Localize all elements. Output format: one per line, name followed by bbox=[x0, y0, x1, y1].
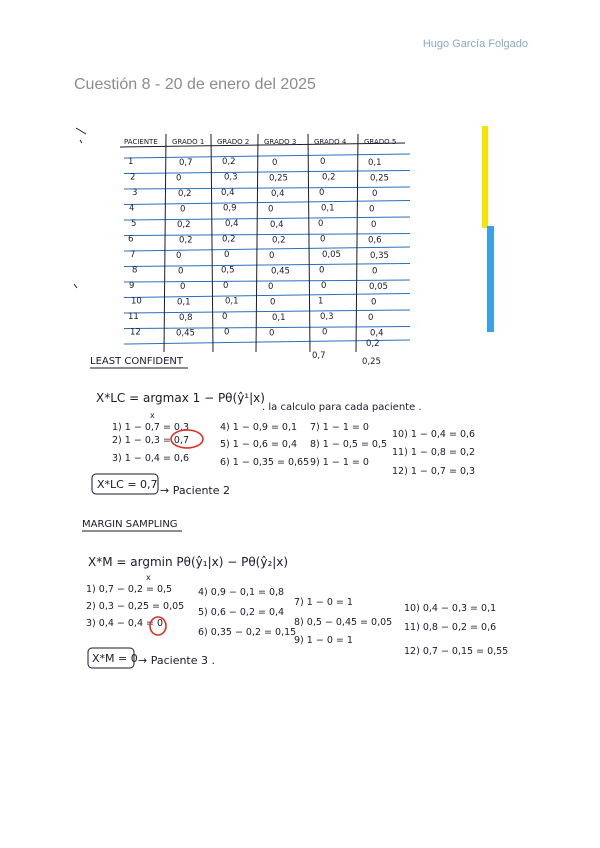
table-header-cell: GRADO 4 bbox=[314, 138, 347, 146]
least-confident-item: 5) 1 − 0,6 = 0,4 bbox=[220, 439, 298, 450]
grade-value: 0,9 bbox=[223, 203, 237, 214]
margin-sampling-item: 5) 0,6 − 0,2 = 0,4 bbox=[198, 607, 285, 618]
grade-value: 0,1 bbox=[368, 158, 382, 168]
author-name: Hugo García Folgado bbox=[422, 38, 528, 50]
grade-value: 0 bbox=[222, 312, 228, 322]
margin-sampling-item: 4) 0,9 − 0,1 = 0,8 bbox=[198, 587, 285, 598]
grade-value: 0 bbox=[269, 251, 275, 261]
patient-number: 4 bbox=[129, 203, 135, 214]
least-confident-calculations bbox=[112, 422, 475, 477]
grade-value: 0,2 bbox=[366, 339, 380, 349]
grade-value: 0,35 bbox=[370, 251, 389, 261]
patient-number: 8 bbox=[132, 265, 138, 276]
grade-value: 0,45 bbox=[271, 266, 290, 277]
table-header-cell: GRADO 3 bbox=[264, 138, 297, 146]
column-line bbox=[308, 134, 310, 352]
column-line bbox=[356, 134, 358, 352]
pen-marks bbox=[74, 128, 86, 288]
grade-value: 0,4 bbox=[370, 328, 384, 339]
row-line bbox=[124, 280, 410, 282]
row-line bbox=[124, 217, 410, 220]
grade-value: 0,1 bbox=[321, 203, 335, 214]
grade-value: 0 bbox=[270, 297, 276, 308]
table-header-cell: GRADO 1 bbox=[172, 138, 205, 146]
least-confident-patient: → Paciente 2 bbox=[160, 484, 231, 497]
column-line bbox=[164, 134, 166, 352]
least-confident-formula: X*LC = argmax 1 − Pθ(ŷ¹|x) bbox=[96, 391, 265, 405]
table-header-cell: PACIENTE bbox=[124, 138, 158, 146]
row-line bbox=[124, 294, 410, 298]
grade-value: 0 bbox=[176, 251, 182, 261]
grade-value: 0 bbox=[368, 313, 374, 323]
least-confident-item: 2) 1 − 0,3 = 0,7 bbox=[112, 435, 190, 446]
patient-number: 11 bbox=[128, 312, 139, 322]
grade-value: 0,8 bbox=[179, 313, 193, 323]
page-title: Cuestión 8 - 20 de enero del 2025 bbox=[74, 76, 316, 93]
table-header-cell: GRADO 5 bbox=[364, 138, 397, 146]
grade-value: 0 bbox=[269, 328, 275, 339]
margin-sampling-section bbox=[82, 519, 508, 668]
grade-value: 0,25 bbox=[269, 173, 288, 184]
grade-value: 0,05 bbox=[369, 282, 388, 292]
grade-value: 0,45 bbox=[176, 328, 195, 339]
grade-value: 0,2 bbox=[222, 157, 236, 167]
least-confident-item: 6) 1 − 0,35 = 0,65 bbox=[220, 457, 310, 468]
patient-number: 12 bbox=[130, 327, 141, 338]
grade-value: 0,4 bbox=[270, 220, 284, 230]
grade-value: 0 bbox=[318, 219, 324, 229]
patient-number: 10 bbox=[131, 296, 142, 307]
grade-value: 0,3 bbox=[224, 172, 238, 183]
least-confident-section bbox=[90, 356, 475, 497]
blue-marker-stroke bbox=[487, 226, 494, 332]
grade-value: 0 bbox=[372, 266, 378, 277]
patient-number: 9 bbox=[129, 281, 135, 291]
row-line bbox=[124, 264, 410, 267]
margin-sampling-item: 2) 0,3 − 0,25 = 0,05 bbox=[86, 601, 185, 612]
grade-value: 0 bbox=[371, 220, 377, 230]
margin-sampling-formula: X*M = argmin Pθ(ŷ₁|x) − Pθ(ŷ₂|x) bbox=[88, 555, 289, 569]
margin-sampling-item: 12) 0,7 − 0,15 = 0,55 bbox=[404, 646, 509, 657]
grade-value: 0,2 bbox=[322, 172, 336, 183]
row-line bbox=[124, 171, 410, 174]
grade-value: 1 bbox=[318, 296, 324, 307]
table-header-cell: GRADO 2 bbox=[217, 138, 250, 146]
grade-value: 0,25 bbox=[362, 357, 381, 367]
margin-sampling-item: 6) 0,35 − 0,2 = 0,15 bbox=[198, 627, 297, 638]
patient-number: 1 bbox=[128, 157, 134, 167]
least-confident-item: 4) 1 − 0,9 = 0,1 bbox=[220, 422, 298, 433]
grade-value: 0,2 bbox=[272, 235, 286, 246]
grade-value: 0,5 bbox=[221, 265, 235, 276]
header-line bbox=[120, 143, 405, 147]
margin-sampling-item: 10) 0,4 − 0,3 = 0,1 bbox=[404, 603, 497, 614]
row-line bbox=[124, 247, 410, 251]
least-confident-item: 3) 1 − 0,4 = 0,6 bbox=[112, 453, 190, 464]
grade-value: 0,05 bbox=[322, 250, 341, 260]
least-confident-result: X*LC = 0,7 bbox=[97, 478, 158, 491]
grade-value: 0 bbox=[176, 173, 182, 184]
grade-value: 0,2 bbox=[179, 235, 193, 246]
margin-sampling-calculations bbox=[86, 584, 508, 657]
grade-value: 0,4 bbox=[221, 188, 235, 198]
grade-value: 0 bbox=[321, 281, 327, 291]
least-confident-formula-subscript: x bbox=[150, 411, 155, 420]
margin-sampling-item: 11) 0,8 − 0,2 = 0,6 bbox=[404, 622, 497, 633]
grade-value: 0 bbox=[268, 282, 274, 292]
grade-value: 0,1 bbox=[272, 313, 286, 323]
margin-sampling-item: 1) 0,7 − 0,2 = 0,5 bbox=[86, 584, 173, 595]
grade-value: 0 bbox=[320, 234, 326, 245]
least-confident-item: 7) 1 − 1 = 0 bbox=[310, 422, 369, 433]
margin-sampling-heading: MARGIN SAMPLING bbox=[82, 519, 178, 530]
least-confident-item: 10) 1 − 0,4 = 0,6 bbox=[392, 429, 476, 440]
grade-value: 0 bbox=[319, 265, 325, 276]
least-confident-item: 12) 1 − 0,7 = 0,3 bbox=[392, 466, 476, 477]
grade-value: 0,1 bbox=[225, 296, 239, 307]
column-line bbox=[211, 134, 213, 352]
patient-number: 3 bbox=[132, 188, 138, 198]
margin-sampling-result: X*M = 0 bbox=[92, 652, 138, 665]
margin-sampling-item: 9) 1 − 0 = 1 bbox=[294, 635, 353, 646]
grade-value: 0,6 bbox=[368, 235, 382, 246]
patient-number: 6 bbox=[128, 234, 134, 245]
margin-sampling-item: 3) 0,4 − 0,4 = 0 bbox=[86, 618, 164, 629]
grade-value: 0,2 bbox=[222, 234, 236, 245]
patient-number: 2 bbox=[130, 172, 136, 183]
grade-value: 0 bbox=[178, 266, 184, 277]
column-line bbox=[256, 134, 258, 352]
row-line bbox=[124, 187, 410, 189]
margin-sampling-item: 8) 0,5 − 0,45 = 0,05 bbox=[294, 617, 393, 628]
patient-number: 7 bbox=[130, 250, 136, 260]
least-confident-item: 9) 1 − 1 = 0 bbox=[310, 457, 369, 468]
margin-sampling-formula-subscript: x bbox=[146, 573, 151, 582]
grade-value: 0,2 bbox=[178, 189, 192, 199]
grade-value: 0 bbox=[223, 281, 229, 291]
least-confident-item: 1) 1 − 0,7 = 0,3 bbox=[112, 422, 190, 433]
grade-value: 0,7 bbox=[179, 158, 193, 168]
grade-value: 0 bbox=[180, 282, 186, 292]
grade-value: 0,7 bbox=[312, 351, 326, 361]
margin-sampling-item: 7) 1 − 0 = 1 bbox=[294, 597, 353, 608]
grade-value: 0,1 bbox=[177, 297, 191, 308]
least-confident-item: 11) 1 − 0,8 = 0,2 bbox=[392, 447, 476, 458]
grade-value: 0 bbox=[268, 204, 274, 215]
grade-value: 0,3 bbox=[320, 312, 334, 322]
least-confident-item: 8) 1 − 0,5 = 0,5 bbox=[310, 439, 388, 450]
grade-value: 0 bbox=[224, 327, 230, 338]
grade-table-grid bbox=[120, 134, 410, 352]
least-confident-heading: LEAST CONFIDENT bbox=[90, 356, 184, 367]
grade-value: 0 bbox=[180, 204, 186, 215]
least-confident-note: . la calculo para cada paciente . bbox=[262, 402, 422, 413]
grade-value: 0 bbox=[320, 157, 326, 167]
grade-value: 0,4 bbox=[271, 189, 285, 199]
grade-value: 0,25 bbox=[370, 173, 389, 184]
grade-value: 0 bbox=[372, 189, 378, 199]
margin-sampling-patient: → Paciente 3 . bbox=[138, 654, 216, 667]
row-line bbox=[124, 201, 410, 205]
yellow-marker-stroke bbox=[482, 126, 488, 228]
grade-value: 0,2 bbox=[177, 220, 191, 230]
row-line bbox=[124, 327, 410, 329]
grade-value: 0 bbox=[272, 158, 278, 168]
grade-value: 0,4 bbox=[225, 219, 239, 229]
grade-value: 0 bbox=[319, 188, 325, 198]
grade-value: 0 bbox=[224, 250, 230, 260]
patient-number: 5 bbox=[131, 219, 137, 229]
grade-value: 0 bbox=[322, 327, 328, 338]
grade-value: 0 bbox=[371, 297, 377, 308]
grade-value: 0 bbox=[369, 204, 375, 215]
